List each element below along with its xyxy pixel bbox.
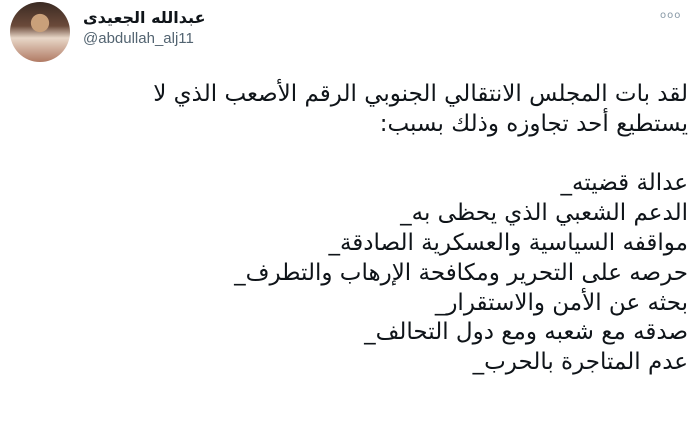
avatar[interactable] — [10, 2, 70, 62]
tweet-line: يستطيع أحد تجاوزه وذلك بسبب: — [379, 110, 688, 137]
tweet-list-item: مواقفه السياسية والعسكرية الصادقة_ — [328, 229, 688, 256]
tweet-list-item: عدم المتاجرة بالحرب_ — [472, 349, 688, 376]
tweet-line — [8, 140, 688, 170]
tweet-line: لقد بات المجلس الانتقالي الجنوبي الرقم الأصعب الذي لا — [153, 81, 688, 107]
tweet-text — [8, 80, 688, 378]
author-name[interactable]: عبدالله الجعيدى — [83, 8, 206, 27]
tweet-list-item: صدقه مع شعبه ومع دول التحالف_ — [364, 319, 688, 346]
tweet-list-item: الدعم الشعبي الذي يحظى به_ — [400, 200, 688, 227]
author-handle[interactable]: @abdullah_alj11 — [83, 30, 194, 47]
tweet-list-item: حرصه على التحرير ومكافحة الإرهاب والتطرف_ — [234, 259, 688, 286]
tweet-list-item: عدالة قضيته_ — [560, 170, 688, 197]
more-options-icon[interactable]: ooo — [660, 10, 682, 21]
tweet-list-item: بحثه عن الأمن والاستقرار_ — [434, 289, 688, 316]
